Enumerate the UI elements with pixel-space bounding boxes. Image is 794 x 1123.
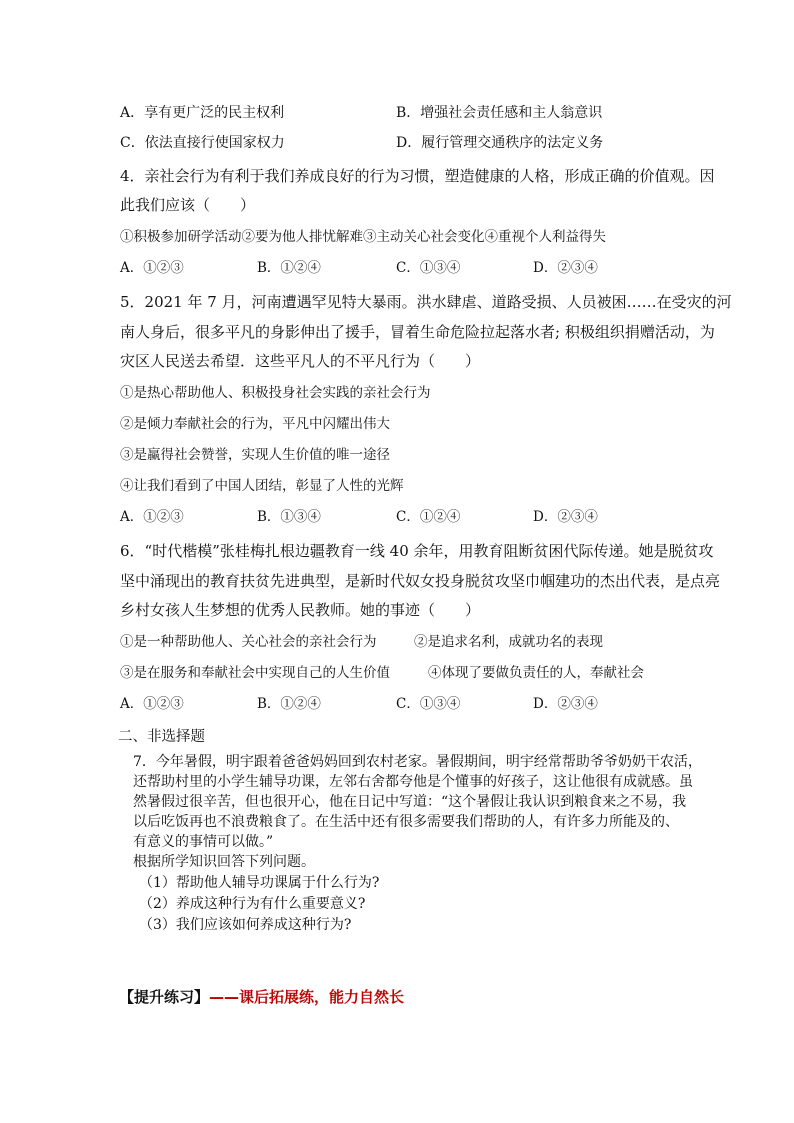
q4-stem-line-2: 此我们应该（ ） xyxy=(120,196,256,214)
q7-sub-1: （1）帮助他人辅导功课属于什么行为? xyxy=(139,875,380,891)
q5-item-3: ③是赢得社会赞誉，实现人生价值的唯一途径 xyxy=(120,447,390,463)
q6-stem-line-1: 6．“时代楷模”张桂梅扎根边疆教育一线 40 余年，用教育阻断贫困代际传递。她是脱贫攻 xyxy=(120,542,714,560)
q6-item-4: ④体现了要做负责任的人，奉献社会 xyxy=(428,665,644,681)
q6-option-b: B．①②④ xyxy=(257,696,321,712)
q7-line-1: 7．今年暑假，明宇跟着爸爸妈妈回到农村老家。暑假期间，明宇经常帮助爷爷奶奶干农活， xyxy=(133,754,702,770)
q6-item-1: ①是一种帮助他人、关心社会的亲社会行为 xyxy=(120,634,377,650)
practice-banner xyxy=(119,986,404,1007)
q6-stem-line-3: 乡村女孩人生梦想的优秀人民教师。她的事迹（ ） xyxy=(120,601,481,619)
q5-stem-line-3: 灾区人民送去希望．这些平凡人的不平凡行为（ ） xyxy=(120,352,481,370)
q5-option-a: A．①②③ xyxy=(120,509,184,525)
q7-sub-3: （3）我们应该如何养成这种行为? xyxy=(139,917,352,933)
section-heading: 二、非选择题 xyxy=(118,729,205,745)
q6-option-a: A．①②③ xyxy=(120,696,184,712)
q6-item-2: ②是追求名利，成就功名的表现 xyxy=(414,634,603,650)
q5-option-d: D．②③④ xyxy=(533,509,598,525)
q3-option-b: B．增强社会责任感和主人翁意识 xyxy=(396,105,603,121)
q5-item-2: ②是倾力奉献社会的行为，平凡中闪耀出伟大 xyxy=(120,416,390,432)
q4-items: ①积极参加研学活动②要为他人排忧解难③主动关心社会变化④重视个人利益得失 xyxy=(120,229,606,245)
q7-sub-2: （2）养成这种行为有什么重要意义? xyxy=(139,896,366,912)
q7-line-3: 然暑假过很辛苦，但也很开心，他在日记中写道：“这个暑假让我认识到粮食来之不易，我 xyxy=(133,794,687,810)
q4-stem-line-1: 4．亲社会行为有利于我们养成良好的行为习惯，塑造健康的人格，形成正确的价值观。因 xyxy=(120,167,715,185)
q5-stem-line-2: 南人身后，很多平凡的身影伸出了援手，冒着生命危险拉起落水者; 积极组织捐赠活动，为 xyxy=(120,323,715,341)
q6-item-3: ③是在服务和奉献社会中实现自己的人生价值 xyxy=(120,665,390,681)
q3-option-a: A．享有更广泛的民主权利 xyxy=(120,105,285,121)
q6-stem-line-2: 坚中涌现出的教育扶贫先进典型，是新时代奴女投身脱贫攻坚巾帼建功的杰出代表，是点亮 xyxy=(120,572,721,590)
q5-option-c: C．①②④ xyxy=(396,509,461,525)
q5-item-4: ④让我们看到了中国人团结，彰显了人性的光辉 xyxy=(120,478,404,494)
q4-option-d: D．②③④ xyxy=(533,260,598,276)
q5-option-b: B．①③④ xyxy=(257,509,321,525)
q4-option-b: B．①②④ xyxy=(257,260,321,276)
q7-line-5: 有意义的事情可以做。” xyxy=(133,834,274,850)
practice-banner-text: ——课后拓展练，能力自然长 xyxy=(209,988,405,1006)
q6-option-c: C．①③④ xyxy=(396,696,461,712)
practice-banner-bracket: 【提升练习】 xyxy=(119,988,210,1006)
q6-option-d: D．②③④ xyxy=(533,696,598,712)
q3-option-d: D．履行管理交通秩序的法定义务 xyxy=(396,135,604,151)
q4-option-a: A．①②③ xyxy=(120,260,184,276)
q4-option-c: C．①③④ xyxy=(396,260,461,276)
q5-item-1: ①是热心帮助他人、积极投身社会实践的亲社会行为 xyxy=(120,385,431,401)
q3-option-c: C．依法直接行使国家权力 xyxy=(120,135,285,151)
q7-line-2: 还帮助村里的小学生辅导功课，左邻右舍都夸他是个懂事的好孩子，这让他很有成就感。虽 xyxy=(133,774,693,790)
q7-line-4: 以后吃饭再也不浪费粮食了。在生活中还有很多需要我们帮助的人，有许多力所能及的、 xyxy=(133,814,679,830)
q7-instruction: 根据所学知识回答下列问题。 xyxy=(133,854,315,870)
q5-stem-line-1: 5．2021 年 7 月，河南遭遇罕见特大暴雨。洪水肆虐、道路受损、人员被困……在受灾的河 xyxy=(120,293,732,311)
